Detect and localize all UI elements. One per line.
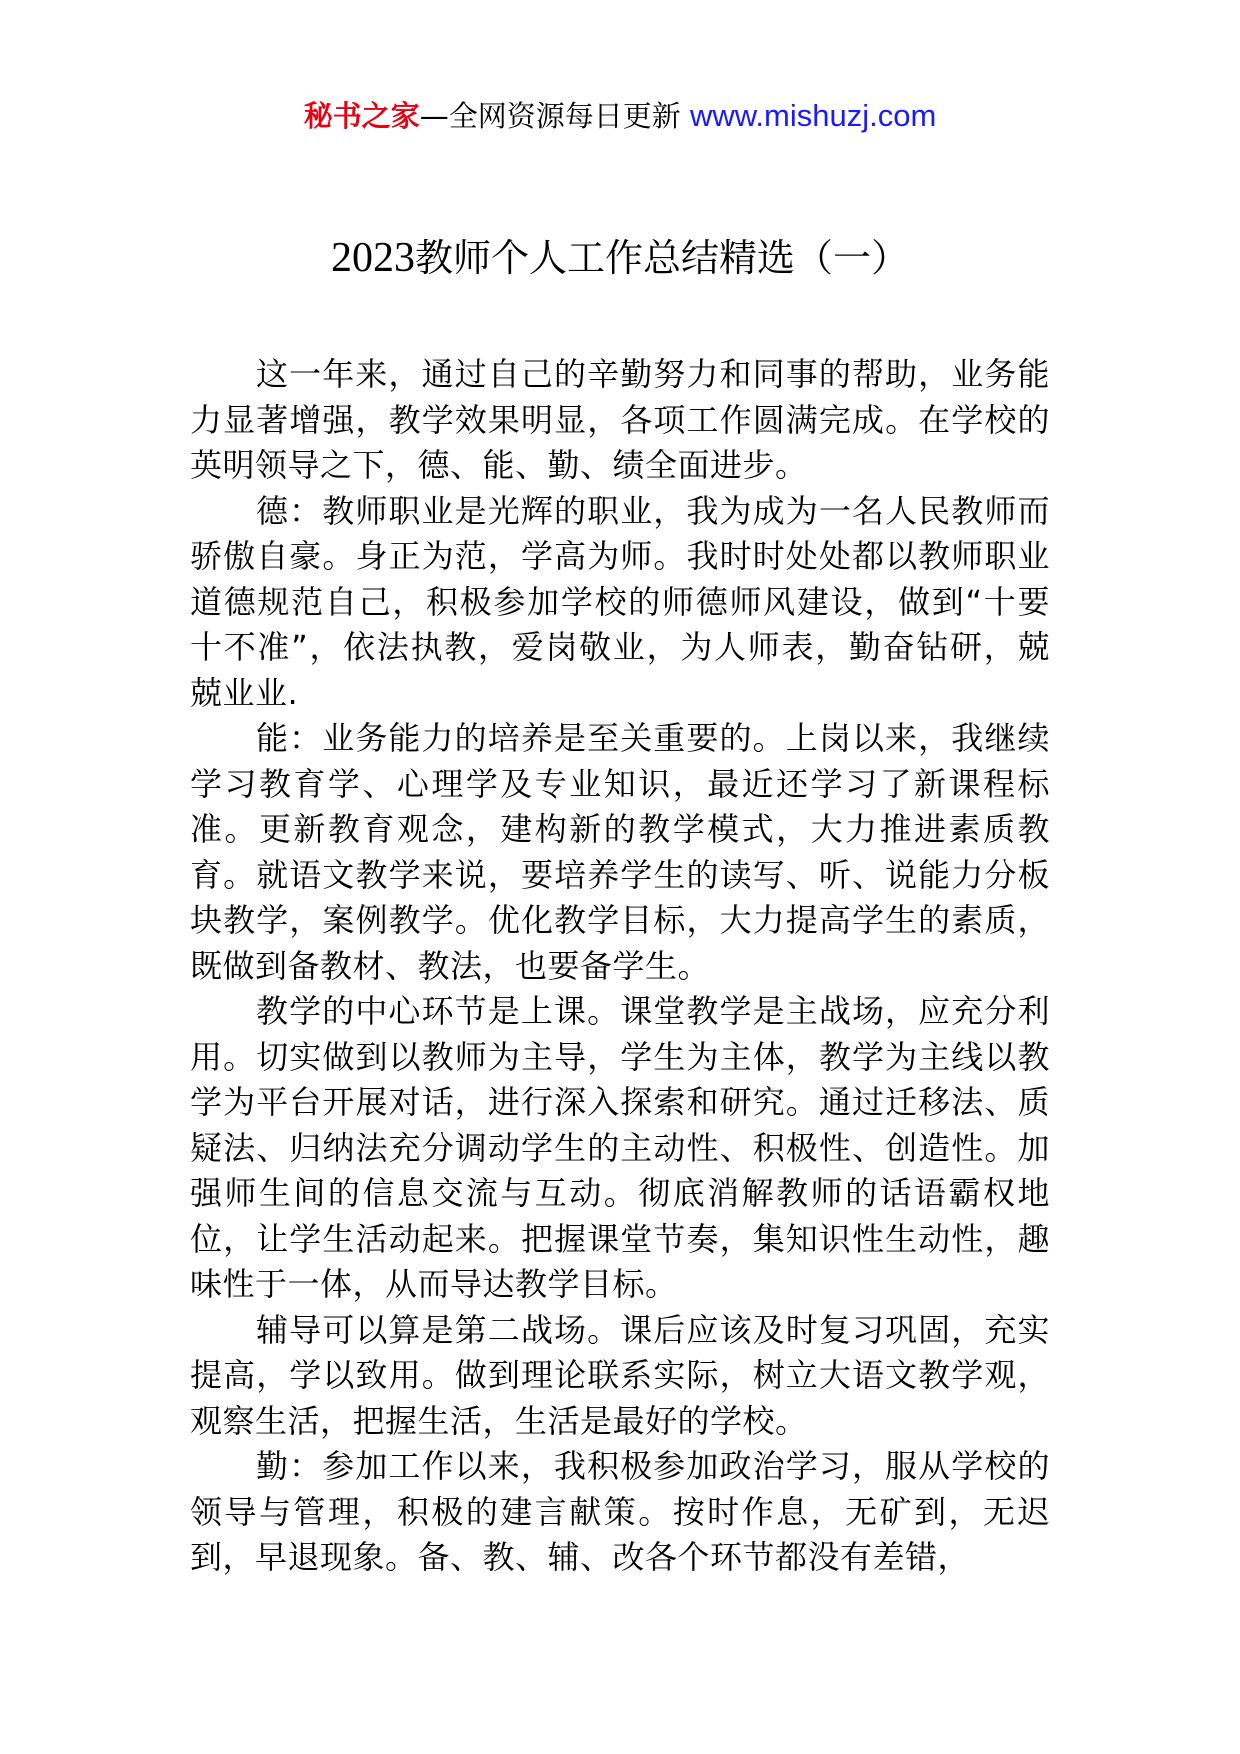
document-title xyxy=(0,232,1240,284)
paragraph-intro: 这一年来，通过自己的辛勤努力和同事的帮助，业务能力显著增强，教学效果明显，各项工作圆满完成。在学校的英明领导之下，德、能、勤、绩全面进步。 xyxy=(190,355,1050,484)
title-text: 教师个人工作总结精选（一） xyxy=(414,236,909,280)
brand-name: 秘书之家 xyxy=(303,99,420,133)
site-header xyxy=(0,96,1240,136)
paragraph-tutoring: 辅导可以算是第二战场。课后应该及时复习巩固，充实提高，学以致用。做到理论联系实际，树立大语文教学观，观察生活，把握生活，生活是最好的学校。 xyxy=(190,1310,1050,1440)
site-tagline: —全网资源每日更新 xyxy=(419,99,690,133)
paragraph-morality: 德：教师职业是光辉的职业，我为成为一名人民教师而骄傲自豪。身正为范，学高为师。我时时处处都以教师职业道德规范自己，积极参加学校的师德师风建设，做到“十要十不准”，依法执教，爱岗敬业，为人师表，勤奋钻研，兢兢业业. xyxy=(190,491,1050,712)
document-body xyxy=(190,352,1050,1581)
site-url-link[interactable]: www.mishuzj.com xyxy=(689,98,937,133)
title-year: 2023 xyxy=(330,235,415,281)
paragraph-diligence: 勤：参加工作以来，我积极参加政治学习，服从学校的领导与管理，积极的建言献策。按时作息，无矿到，无迟到，早退现象。备、教、辅、改各个环节都没有差错， xyxy=(190,1447,1050,1576)
paragraph-ability: 能：业务能力的培养是至关重要的。上岗以来，我继续学习教育学、心理学及专业知识，最近还学习了新课程标准。更新教育观念，建构新的教学模式，大力推进素质教育。就语文教学来说，要培养学生的读写、听、说能力分板块教学，案例教学。优化教学目标，大力提高学生的素质，既做到备教材、教法，也要备学生。 xyxy=(190,719,1050,985)
paragraph-classroom: 教学的中心环节是上课。课堂教学是主战场，应充分利用。切实做到以教师为主导，学生为主体，教学为主线以教学为平台开展对话，进行深入探索和研究。通过迁移法、质疑法、归纳法充分调动学生的主动性、积极性、创造性。加强师生间的信息交流与互动。彻底消解教师的话语霸权地位，让学生活动起来。把握课堂节奏，集知识性生动性，趣味性于一体，从而导达教学目标。 xyxy=(190,992,1050,1303)
